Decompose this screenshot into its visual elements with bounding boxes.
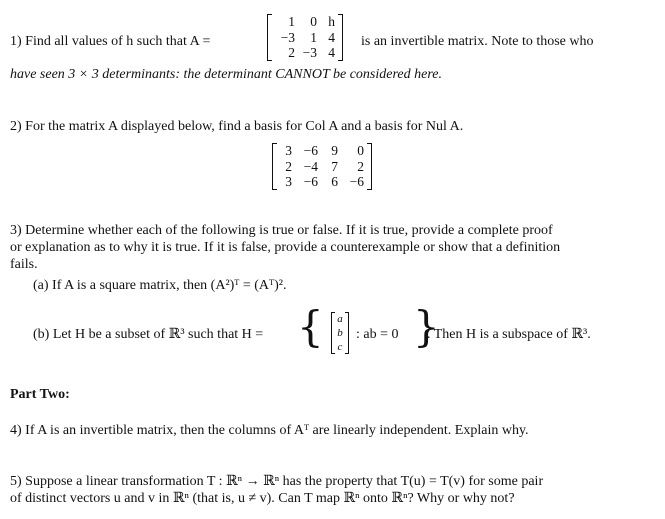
matrix-cell: 2 [357,158,364,174]
right-brace: } [413,302,440,351]
q5-line1: 5) Suppose a linear transformation T : ℝⁿ → ℝⁿ has the property that T(u) = T(v) for some pair [10,474,544,489]
matrix-cell: −4 [303,158,318,174]
matrix-cell: −6 [303,174,318,189]
vector-entry: b [337,327,343,339]
q4-text: 4) If A is an invertible matrix, then the columns of Aᵀ are linearly independent. Explain why. [10,423,529,438]
q3-line3: fails. [10,257,38,272]
q3-vector [331,312,349,354]
matrix-cell: −3 [280,29,295,45]
q1-line2: have seen 3 × 3 determinants: the determinant CANNOT be considered here. [10,67,442,82]
q2-matrix [272,143,372,190]
matrix-cell: 0 [357,143,364,158]
matrix-cell: 4 [328,29,335,45]
vector-entry: c [337,341,343,353]
matrix-cell: 1 [310,29,317,45]
matrix-cell: 1 [288,14,295,29]
q3-part-b-before: (b) Let H be a subset of ℝ³ such that H = [33,327,264,342]
matrix-cell: −3 [302,45,317,60]
q3-line1: 3) Determine whether each of the following is true or false. If it is true, provide a complete proof [10,223,553,238]
q3-part-b-condition: : ab = 0 [356,327,399,342]
q5-line2: of distinct vectors u and v in ℝⁿ (that is, u ≠ v). Can T map ℝⁿ onto ℝⁿ? Why or why not? [10,491,515,506]
matrix-cell: 9 [331,143,338,158]
matrix-cell: 4 [328,45,335,60]
matrix-cell: 3 [285,143,292,158]
matrix-cell: −6 [303,143,318,158]
matrix-cell: −6 [349,174,364,189]
part-two-heading: Part Two: [10,387,70,402]
matrix-cell: 6 [331,174,338,189]
vector-entry: a [337,313,343,325]
matrix-cell: 7 [331,158,338,174]
matrix-cell: 2 [288,45,295,60]
matrix-cell: h [328,14,335,29]
matrix-cell: 2 [285,158,292,174]
q1-line1-after: is an invertible matrix. Note to those who [361,34,594,49]
matrix-cell: 3 [285,174,292,189]
q3-part-a: (a) If A is a square matrix, then (A²)ᵀ = (Aᵀ)². [33,278,287,293]
q1-matrix [267,14,343,61]
q3-line2: or explanation as to why it is true. If it is false, provide a counterexample or show that a definition [10,240,561,255]
matrix-cell: 0 [310,14,317,29]
q1-line1-before: 1) Find all values of h such that A = [10,34,211,49]
left-brace: { [297,302,324,351]
q3-part-b-after: . Then H is a subspace of ℝ³. [427,327,591,342]
q2-text: 2) For the matrix A displayed below, find a basis for Col A and a basis for Nul A. [10,119,464,134]
